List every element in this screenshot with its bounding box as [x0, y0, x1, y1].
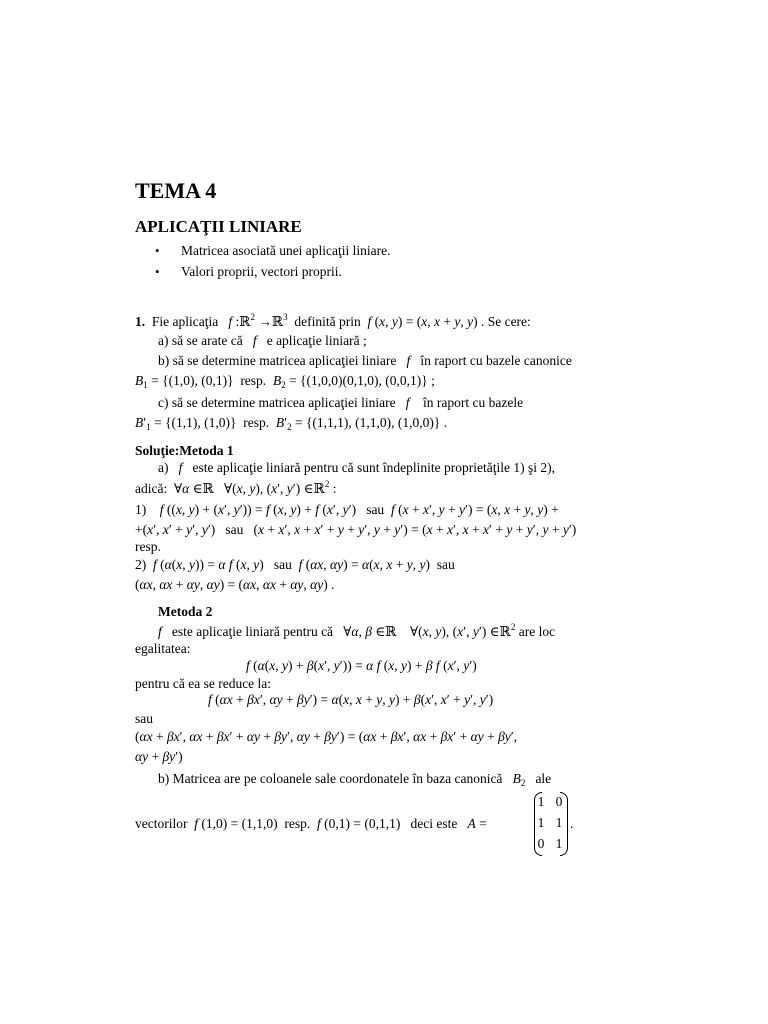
matrix-cell: 0 [537, 836, 545, 851]
page-title: TEMA 4 [135, 178, 217, 203]
matrix-cell: 1 [537, 794, 545, 809]
sau-label: sau [135, 711, 153, 726]
matrix-a [534, 792, 568, 854]
list-item: • Valori proprii, vectori proprii. [155, 261, 391, 282]
matrix-cell: 0 [555, 794, 563, 809]
method-2-line: f este aplicaţie liniară pentru că ∀α, β ∈ℝ ∀(x, y), (x′, y′) ∈ℝ$^2$ are loc [158, 622, 556, 639]
method-2-line: pentru că ea se reduce la: [135, 676, 272, 691]
solution-a-line: adică: ∀α ∈ℝ ∀(x, y), (x′, y′) ∈ℝ$^2$ : [135, 479, 337, 496]
resp-label: resp. [135, 539, 161, 554]
solution-b-line: vectorilor f (1,0) = (1,1,0) resp. f (0,1) = (0,1,1) deci este A = [135, 816, 487, 831]
property-1: 1) f ((x, y) + (x′, y′)) = f (x, y) + f (x′, y′) sau f (x + x′, y + y′) = (x, x + y, y) + [135, 502, 559, 517]
equation: f (α(x, y) + β(x′, y′)) = α f (x, y) + β f (x′, y′) [246, 658, 477, 673]
requirement-c: c) să se determine matricea aplicaţiei liniare f în raport cu bazele [158, 395, 524, 410]
property-1-cont: +(x′, x′ + y′, y′) sau (x + x′, x + x′ + y + y′, y + y′) = (x + x′, x + x′ + y + y′, y + y′) [135, 522, 577, 537]
problem-statement: 1. Fie aplicaţia f :ℝ$^2$ →ℝ$^3$ definită prin f (x, y) = (x, x + y, y) . Se cere: [135, 312, 531, 329]
solution-heading: Soluţie:Metoda 1 [135, 443, 234, 458]
solution-b-line: b) Matricea are pe coloanele sale coordonatele în baza canonică $B_2$ ale [158, 771, 552, 788]
property-2-cont: (αx, αx + αy, αy) = (αx, αx + αy, αy) . [135, 577, 335, 592]
method-2-line: egalitatea: [135, 641, 191, 656]
equation-cont: αy + βy′) [135, 749, 183, 764]
method-2-heading: Metoda 2 [158, 604, 213, 619]
requirement-b: b) să se determine matricea aplicaţiei liniare f în raport cu bazele canonice [158, 353, 572, 368]
matrix-cell: 1 [537, 815, 545, 830]
requirement-c-bases: $B'_1 = \{(1,1)$, (1,0)} resp. $B'_2 = \{(1,1,1)$, (1,1,0), (1,0,0)} . [135, 415, 448, 432]
requirement-a: a) să se arate că f e aplicaţie liniară ; [158, 333, 367, 348]
period: . [570, 816, 574, 831]
matrix-cell: 1 [555, 836, 563, 851]
list-item: • Matricea asociată unei aplicaţii liniare. [155, 240, 391, 261]
property-2: 2) f (α(x, y)) = α f (x, y) sau f (αx, αy) = α(x, x + y, y) sau [135, 557, 455, 572]
equation: (αx + βx′, αx + βx′ + αy + βy′, αy + βy′) = (αx + βx′, αx + βx′ + αy + βy′, [135, 729, 518, 744]
section-title: APLICAŢII LINIARE [135, 217, 302, 236]
matrix-cell: 1 [555, 815, 563, 830]
requirement-b-bases: $B_1 = \{(1,0)$, (0,1)} resp. $B_2 = \{(1,0,0)(0,1,0)$, (0,0,1)} ; [135, 373, 435, 390]
topic-list [155, 240, 391, 282]
solution-a-line: a) f este aplicaţie liniară pentru că sunt îndeplinite proprietăţile 1) şi 2), [158, 460, 556, 475]
equation: f (αx + βx′, αy + βy′) = α(x, x + y, y) + β(x′, x′ + y′, y′) [208, 692, 494, 707]
